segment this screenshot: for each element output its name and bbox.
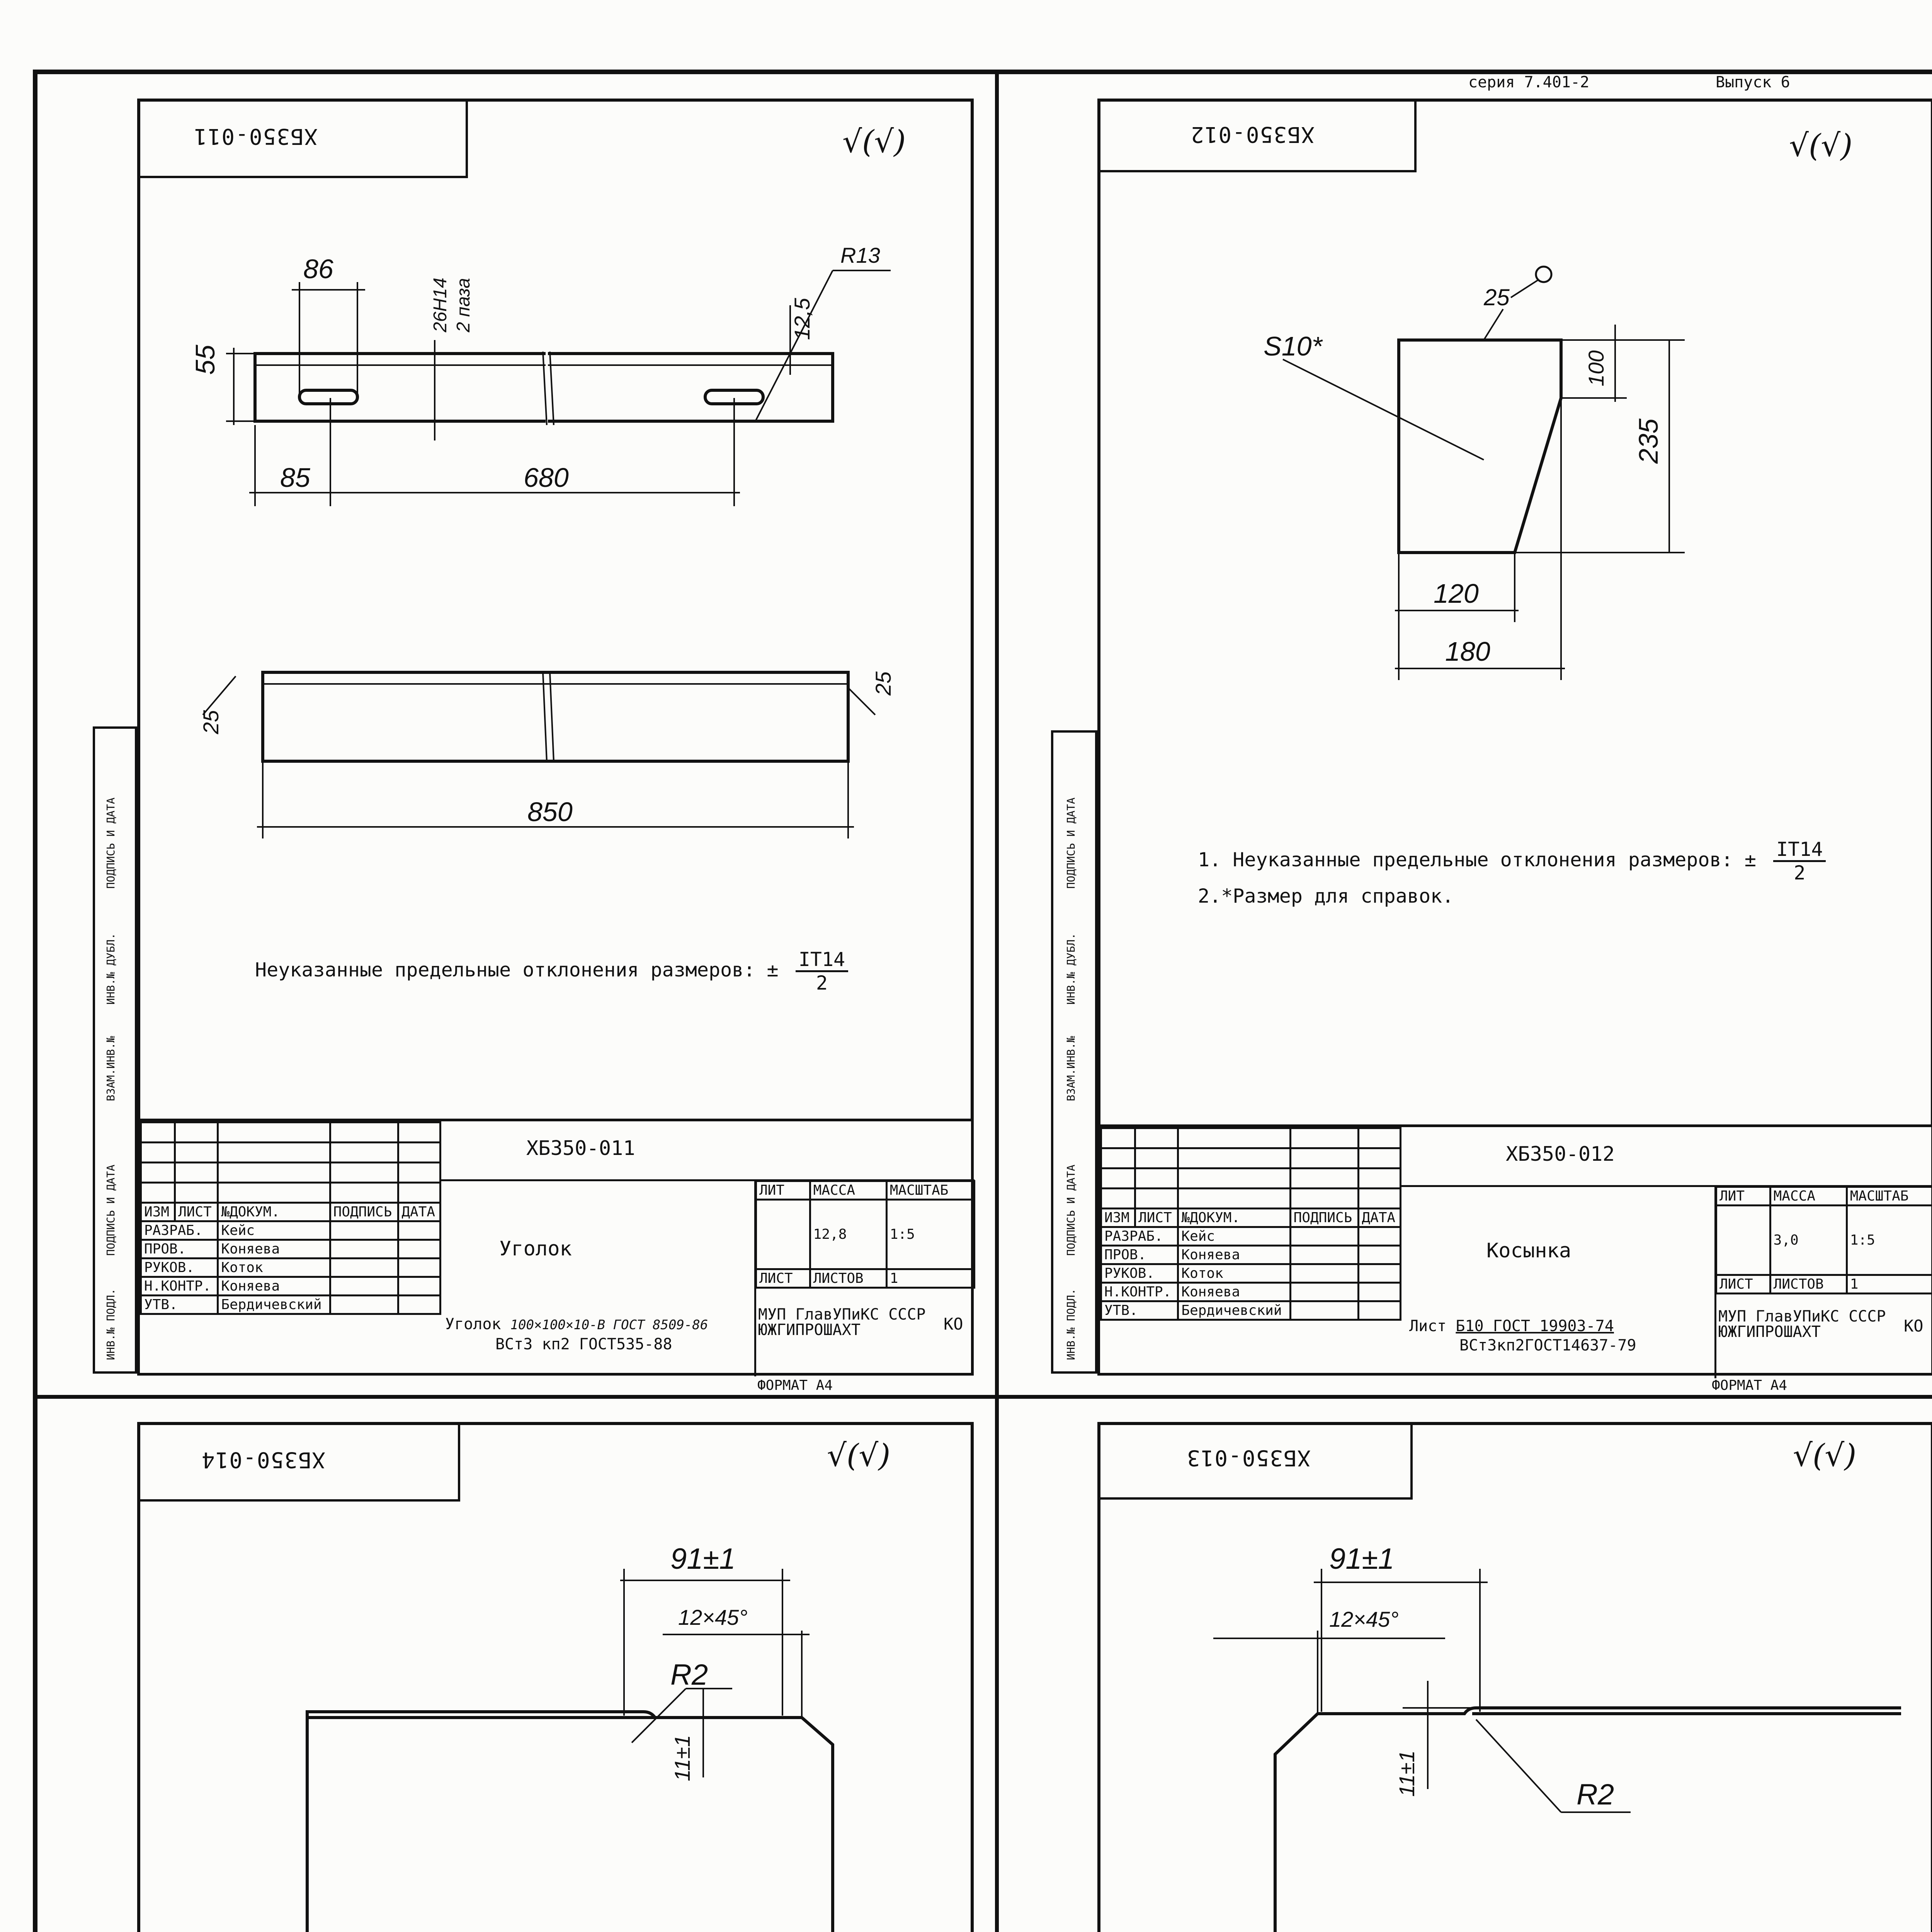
note-012-1: 1. Неуказанные предельные отклонения размеров: ± $\frac{IT14}{2}$	[1198, 838, 1826, 884]
dim-55: 55	[190, 345, 220, 375]
side-stamp-012-text5: ПОДПИСЬ И ДАТА	[1065, 797, 1077, 889]
part-drawing-011	[137, 193, 972, 889]
note-012-2: 2.*Размер для справок.	[1198, 885, 1454, 907]
part-drawing-014	[137, 1526, 972, 1932]
dim-91-013: 91±1	[1329, 1543, 1395, 1575]
part-drawing-013	[1097, 1526, 1932, 1932]
r2-014: R2	[670, 1658, 708, 1691]
angle-side-view	[263, 672, 848, 761]
code-mirrored-012: ХБ350-012	[1190, 122, 1315, 147]
code-mirrored-014: ХБ350-014	[201, 1447, 325, 1472]
org-011: МУП ГлавУПиКС СССР ЮЖГИПРОШАХТ	[758, 1306, 926, 1339]
dim-11-013: 11±1	[1395, 1750, 1419, 1797]
code-mirrored-013: ХБ350-013	[1186, 1445, 1311, 1470]
roughness-mark-012: √(√)	[1789, 128, 1853, 163]
dim-86: 86	[303, 254, 333, 284]
title-block-012: ИЗМ ЛИСТ №ДОКУМ. ПОДПИСЬ ДАТА РАЗРАБ. Кейс ПРОВ. Коняева РУКОВ. Коток Н.КОНТР. Коняева УТВ. Бердичевский ХБ350-012 Косынка ЛИТ МАССА МАСШТАБ 3,0 1:5 ЛИСТ ЛИСТОВ 1 МУП ГлавУПиКС СССР ЮЖГИПРОШАХТ КО Лист Б10 ГОСТ 19903-74 ВСт3кп2ГОСТ14637-79	[1097, 1124, 1932, 1376]
side-stamp-011-text2: ПОДПИСЬ И ДАТА	[104, 1164, 117, 1256]
dim-100: 100	[1584, 350, 1608, 386]
code-011: ХБ350-011	[526, 1137, 635, 1160]
issue-label: Выпуск 6	[1716, 73, 1790, 91]
roughness-mark-011: √(√)	[842, 124, 906, 160]
dim-91-014: 91±1	[670, 1543, 736, 1575]
rough-left: 25	[199, 710, 223, 734]
gusset-plate	[1399, 340, 1561, 553]
r2-013: R2	[1577, 1778, 1614, 1811]
chamfer-013: 12×45°	[1329, 1607, 1399, 1631]
part-drawing-012	[1097, 193, 1932, 734]
roughness-mark-013: √(√)	[1793, 1437, 1857, 1473]
slot-left	[299, 390, 357, 404]
scale-011: 1:5	[886, 1200, 974, 1269]
side-stamp-011-text3: ВЗАМ.ИНВ.№	[104, 1036, 117, 1101]
side-stamp-012-text4: ИНВ.№ ДУБЛ.	[1065, 933, 1077, 1005]
format-011: ФОРМАТ А4	[757, 1378, 833, 1393]
dim-680: 680	[524, 463, 569, 493]
dim-850: 850	[527, 797, 573, 827]
code-mirrored-011: ХБ350-011	[193, 124, 318, 149]
side-stamp-011-text5: ПОДПИСЬ И ДАТА	[104, 797, 117, 889]
side-stamp-011-text4: ИНВ.№ ДУБЛ.	[104, 933, 117, 1005]
horizontal-divider	[33, 1395, 1932, 1399]
mass-012: 3,0	[1770, 1206, 1847, 1275]
dim-12-5: 12,5	[790, 298, 814, 340]
dim-235: 235	[1633, 418, 1663, 464]
dim-slot: 26Н14	[430, 277, 451, 332]
angle-14-outline	[307, 1712, 833, 1932]
dim-180: 180	[1445, 636, 1490, 667]
title-block-011: ИЗМ ЛИСТ №ДОКУМ. ПОДПИСЬ ДАТА РАЗРАБ. Кейс ПРОВ. Коняева РУКОВ. Коток Н.КОНТР. Коняева УТВ. Бердичевский ХБ350-011 Уголок ЛИТ МАССА МАСШТАБ 12,8 1:5 ЛИСТ ЛИСТОВ 1 МУП ГлавУПиКС СССР ЮЖГИПРОШАХТ КО Уголок 100×100×10-В ГОСТ 8509-86 ВСт3 кп2 ГОСТ535-88	[137, 1119, 974, 1376]
format-012: ФОРМАТ А4	[1712, 1378, 1787, 1393]
angle-13-outline	[1275, 1708, 1901, 1932]
scale-012: 1:5	[1847, 1206, 1932, 1275]
side-stamp-012-text2: ПОДПИСЬ И ДАТА	[1065, 1164, 1077, 1256]
chamfer-014: 12×45°	[678, 1605, 748, 1629]
org-012: МУП ГлавУПиКС СССР ЮЖГИПРОШАХТ	[1718, 1308, 1886, 1341]
mass-011: 12,8	[810, 1200, 886, 1269]
dim-11-014: 11±1	[670, 1735, 694, 1781]
material-012: Лист Б10 ГОСТ 19903-74 ВСт3кп2ГОСТ14637-79	[1409, 1317, 1636, 1354]
side-stamp-012-text: ИНВ.№ ПОДЛ.	[1065, 1288, 1077, 1360]
dim-85: 85	[280, 463, 310, 493]
roughness-mark-014: √(√)	[827, 1437, 891, 1473]
code-012: ХБ350-012	[1506, 1143, 1615, 1166]
name-011: Уголок	[499, 1237, 572, 1260]
name-012: Косынка	[1486, 1239, 1571, 1262]
side-stamp-011-text: ИНВ.№ ПОДЛ.	[104, 1288, 117, 1360]
rough-012: 25	[1484, 284, 1510, 310]
dim-r13: R13	[840, 243, 880, 267]
dim-120: 120	[1434, 578, 1479, 609]
vertical-divider	[995, 70, 999, 1932]
org-code-011: КО	[944, 1315, 963, 1333]
series-label: серия 7.401-2	[1468, 73, 1590, 91]
rough-right: 25	[871, 671, 895, 696]
material-011: Уголок 100×100×10-В ГОСТ 8509-86 ВСт3 кп2 ГОСТ535-88	[445, 1315, 708, 1353]
dim-slots: 2 паза	[453, 278, 474, 332]
side-stamp-012-text3: ВЗАМ.ИНВ.№	[1065, 1036, 1077, 1101]
org-code-012: КО	[1904, 1316, 1923, 1335]
dim-s10: S10*	[1264, 331, 1322, 361]
note-011-1: Неуказанные предельные отклонения размеров: ± $\frac{IT14}{2}$	[255, 949, 848, 994]
